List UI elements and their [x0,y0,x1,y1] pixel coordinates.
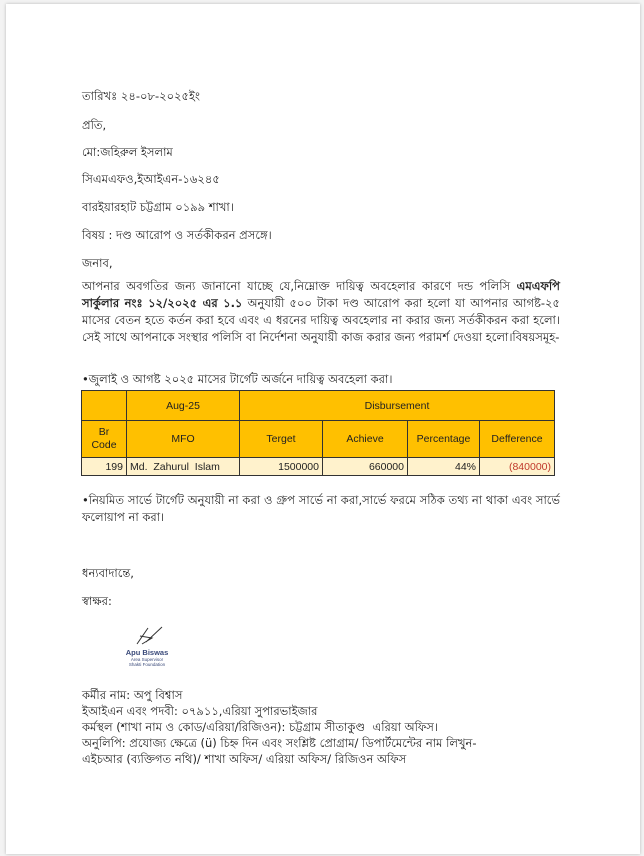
cell-mfo: Md. Zahurul Islam [127,458,240,476]
body-text-1: আপনার অবগতির জন্য জানানো যাচ্ছে যে,নিম্নোক্ত দায়িত্ব অবহেলার কারণে দন্ড পলিসি [82,279,517,293]
recipient-branch: বারইয়ারহাট চট্টগ্রাম ০১৯৯ শাখা। [82,200,234,214]
header-empty [82,391,127,421]
header-difference: Defference [480,421,555,458]
signature-stamp [112,624,182,670]
header-br-code: Br Code [82,421,127,458]
recipient-id: সিএমএফও,ইআইএন-১৬২৪৫ [82,172,220,186]
workplace: কর্মস্থল (শাখা নাম ও কোড/এরিয়া/রিজিওন): চট্টগ্রাম সীতাকুণ্ড এরিয়া অফিস। [82,720,438,734]
target-table [81,390,555,476]
header-target: Terget [240,421,323,458]
body-text-2: অনুযায়ী ৫০০ টাকা দণ্ড আরোপ করা হলো যা আপনার আগষ্ট-২৫ মাসের বেতন হতে কর্তন করা হবে এবং এ ধরনের দায়িত্ব অবহেলার না করার জন্য সর্তকীকরন করা হলো।সেই সাথে আপনাকে সংস্থার পলিসি বা নির্দেশনা অনুযায়ী কাজ করার জন্য পরামর্শ দেওয়া হলো।বিষয়সমূহ- [82,296,560,344]
table-header-row-2 [82,421,555,458]
thanks: ধন্যবাদান্তে, [82,566,134,580]
subject: বিষয় : দণ্ড আরোপ ও সর্তকীকরন প্রসঙ্গে। [82,228,272,242]
header-achieve: Achieve [323,421,408,458]
sender-block [82,687,477,767]
stamp-name: Apu Biswas [125,648,169,657]
cell-difference: (840000) [480,458,555,476]
circular-ref: এমএফপি সার্কুলার নংঃ ১২/২০২৫ এর ১.১ [82,279,560,310]
employee-name: কর্মীর নাম: অপু বিশ্বাস [82,688,183,702]
header-month: Aug-25 [127,391,240,421]
bullet-1: •জুলাই ও আগষ্ট ২০২৫ মাসের টার্গেট অর্জনে দায়িত্ব অবহেলা করা। [82,372,393,386]
stamp-org: Shakti Foundation [128,662,166,667]
letter-page [6,4,640,854]
recipient-name: মো:জহিরুল ইসলাম [82,145,173,159]
header-mfo: MFO [127,421,240,458]
copy-line-1: অনুলিপি: প্রযোজ্য ক্ষেত্রে (ü) চিহ্ন দিন এবং সংশ্লিষ্ট প্রোগ্রাম/ ডিপার্টমেন্টের নাম লিখুন- [82,736,477,750]
date: তারিখঃ ২৪-০৮-২০২৫ইং [82,89,200,103]
signature-scribble [134,624,164,648]
header-group: Disbursement [240,391,555,421]
body-paragraph [82,278,560,346]
employee-ein: ইআইএন এবং পদবী: ০৭৯১১,এরিয়া সুপারভাইজার [82,704,318,718]
signature-label: স্বাক্ষর: [82,594,112,608]
cell-br-code: 199 [82,458,127,476]
to-label: প্রতি, [82,118,107,132]
cell-target: 1500000 [240,458,323,476]
cell-percentage: 44% [408,458,480,476]
salutation: জনাব, [82,256,113,270]
bullet-2: •নিয়মিত সার্ভে টার্গেট অনুযায়ী না করা ও গ্রুপ সার্ভে না করা,সার্ভে ফরমে সঠিক তথ্য না থাকা এবং সার্ভে ফলোয়াপ না করা। [82,493,560,524]
copy-line-2: এইচআর (ব্যক্তিগত নথি)/ শাখা অফিস/ এরিয়া অফিস/ রিজিওন অফিস [82,752,407,766]
table-header-row-1 [82,391,555,421]
header-percentage: Percentage [408,421,480,458]
table-row [82,458,555,476]
cell-achieve: 660000 [323,458,408,476]
stamp-title: Area Supervisor [130,657,164,662]
